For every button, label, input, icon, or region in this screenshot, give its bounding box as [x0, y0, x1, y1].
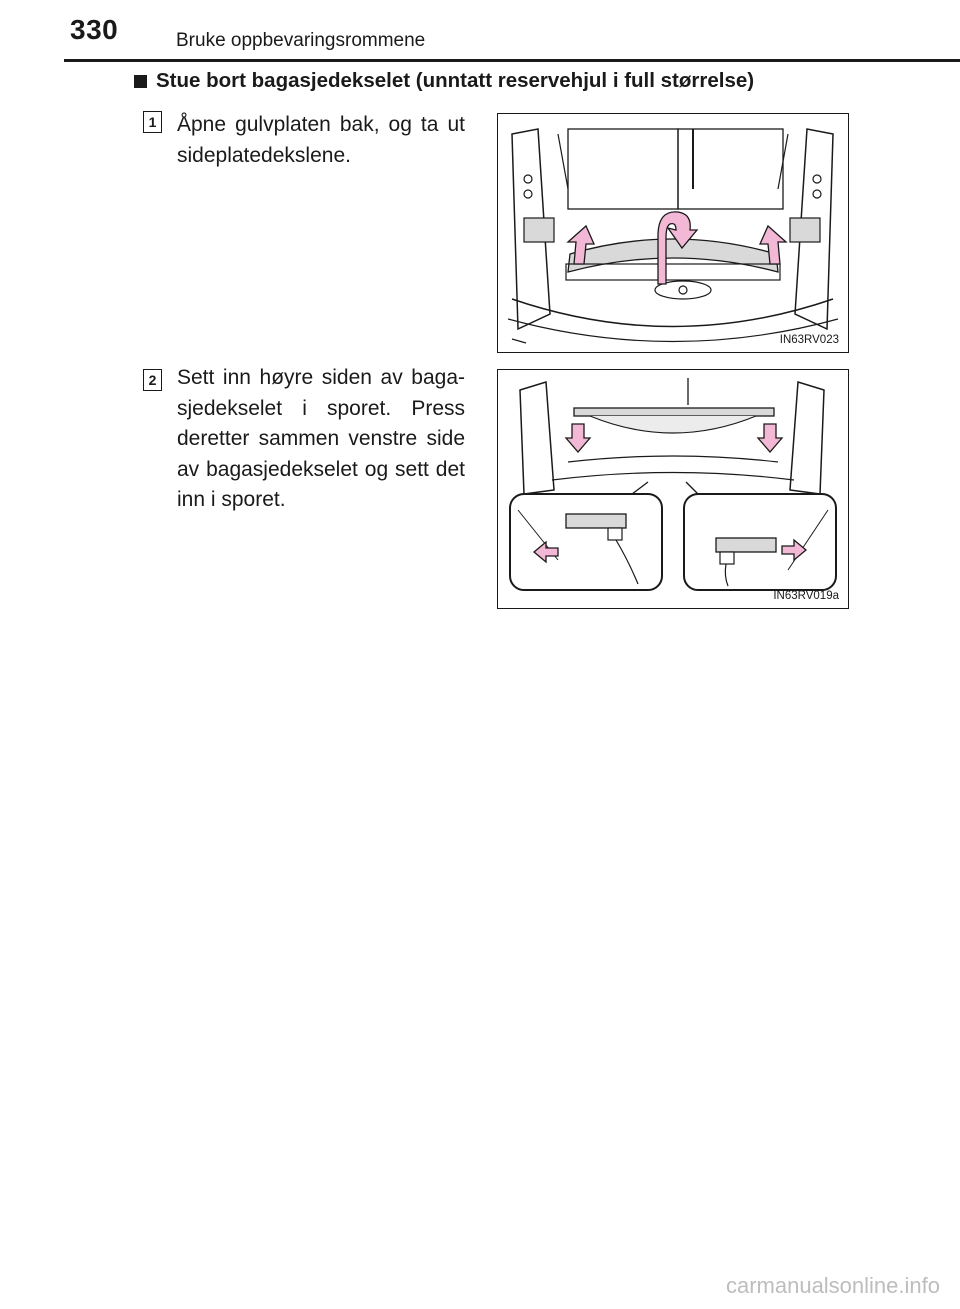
left-down-arrow-icon — [566, 424, 590, 452]
step-2-badge: 2 — [143, 369, 162, 391]
step-2-figure — [497, 369, 849, 609]
step-1-figure — [497, 113, 849, 353]
cargo-floor-illustration — [498, 114, 847, 351]
figure-1-code: IN63RV023 — [779, 334, 839, 346]
page-number: 330 — [70, 14, 119, 45]
figure-2-code: IN63RV019a — [773, 590, 839, 602]
site-watermark: carmanualsonline.info — [725, 1273, 940, 1298]
right-down-arrow-icon — [758, 424, 782, 452]
step-2-text: Sett inn høyre siden av baga-sjedekselet i sporet. Press deretter sammen venstre side av bagasjedekselet og sett det inn i sporet. — [177, 366, 465, 511]
heading-square-icon — [134, 75, 147, 88]
step-1-text: Åpne gulvplaten bak, og ta ut sideplatedekslene. — [177, 113, 465, 167]
section-heading — [134, 69, 754, 93]
running-title: Bruke oppbevaringsrommene — [176, 30, 426, 51]
step-1-badge: 1 — [143, 111, 162, 133]
header-rule — [64, 59, 960, 62]
tonneau-cover-illustration — [498, 370, 847, 607]
section-heading-text: Stue bort bagasjedekselet (unntatt reservehjul i full størrelse) — [156, 69, 755, 92]
